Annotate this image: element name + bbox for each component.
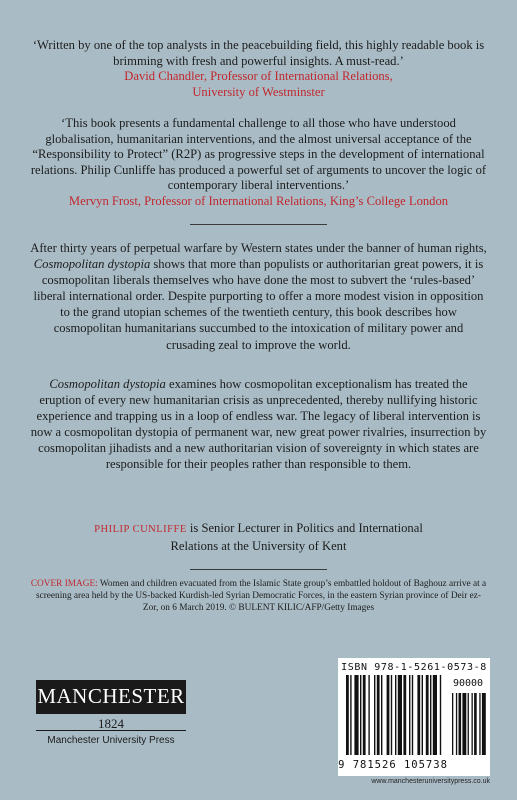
cover-image-label: COVER IMAGE: xyxy=(30,579,98,589)
publisher-logo-name: MANCHESTER xyxy=(37,684,185,708)
barcode-addon-bar xyxy=(462,693,466,755)
barcode-bar xyxy=(360,675,361,755)
barcode-addon-bar xyxy=(452,693,453,755)
isbn-number: ISBN 978-1-5261-0573-8 xyxy=(341,662,487,673)
barcode-addon-bar xyxy=(482,693,486,755)
barcode-bar xyxy=(417,675,420,755)
barcode-addon-digits: 90000 xyxy=(452,678,484,689)
barcode-bar xyxy=(391,675,392,755)
publisher-logo-rule xyxy=(36,730,186,731)
isbn-barcode xyxy=(338,658,490,776)
barcode-addon-bar xyxy=(459,693,462,755)
barcode-bar xyxy=(430,675,431,755)
para1-book-title: Cosmopolitan dystopia xyxy=(33,257,151,272)
barcode-addon-bar xyxy=(456,693,457,755)
barcode-bar xyxy=(440,675,441,755)
para2-after: examines how cosmopolitan exceptionalism has treated the eruption of every new humanitarian crisis as unprecedented, thereby nullifying historic experience and trapping us in a loop of endless war. The legacy of liberal intervention is now a cosmopolitan dystopia of permanent war, new great power rivalries, insurrection by cosmopolitan jihadists and a new authoritarian vision of sovereignty in which states are responsible for their peoples rather than responsible to them. xyxy=(30,377,487,472)
author-bio-text: is Senior Lecturer in Politics and International Relations at the University of Kent xyxy=(170,521,423,553)
barcode-bar xyxy=(409,675,410,755)
quote-chandler xyxy=(30,38,487,100)
barcode-bar xyxy=(374,675,375,755)
barcode-bar xyxy=(350,675,351,755)
para1-after: shows that more than populists or authoritarian great powers, it is cosmopolitan liberals themselves who have done the most to subvert the ‘rules-based’ liberal international order. Despite purporting to offer a more modest vision in opposition to the grand utopian schemes of the twentieth century, this book describes how cosmopolitan humanitarians succumbed to the intoxication of military power and crusading zeal to improve the world. xyxy=(33,257,484,352)
barcode-bar xyxy=(422,675,423,755)
barcode-addon-bar xyxy=(468,693,469,755)
barcode-bars xyxy=(344,675,486,759)
quote-frost-attribution: Mervyn Frost, Professor of International Relations, King’s College London xyxy=(68,193,449,208)
barcode-bar xyxy=(395,675,396,755)
cover-image-credit xyxy=(30,578,487,615)
quote-chandler-attribution-line2: University of Westminster xyxy=(192,84,325,99)
barcode-bar xyxy=(398,675,402,755)
barcode-bar xyxy=(368,675,369,755)
quote-chandler-text: ‘Written by one of the top analysts in the peacebuilding field, this highly readable book is brimming with fresh and powerful insights. A must-read.’ xyxy=(32,38,485,68)
para1-before: After thirty years of perpetual warfare by Western states under the banner of human rights, xyxy=(30,241,487,255)
author-divider xyxy=(190,569,327,570)
barcode-bar xyxy=(433,675,437,755)
barcode-addon-bar xyxy=(474,693,477,755)
para2-book-title: Cosmopolitan dystopia xyxy=(49,377,166,391)
barcode-bar xyxy=(403,675,406,755)
author-name: PHILIP CUNLIFFE xyxy=(94,524,187,535)
barcode-bar xyxy=(354,675,358,755)
barcode-addon-bar xyxy=(479,693,480,755)
section-divider xyxy=(190,224,327,225)
barcode-bar xyxy=(412,675,413,755)
barcode-bar xyxy=(381,675,382,755)
barcode-addon-bar xyxy=(472,693,473,755)
publisher-press-name: Manchester University Press xyxy=(47,735,175,746)
description-paragraph-1 xyxy=(30,240,487,353)
publisher-logo-year: 1824 xyxy=(98,716,124,731)
barcode-bar xyxy=(377,675,380,755)
ean-digits: 9 781526 105738 xyxy=(338,759,448,771)
quote-chandler-attribution-line1: David Chandler, Professor of International Relations, xyxy=(124,69,393,84)
publisher-website: www.manchesteruniversitypress.co.uk xyxy=(371,778,490,785)
quote-frost-text: ‘This book presents a fundamental challenge to all those who have understood globalisation, humanitarian interventions, and the almost universal acceptance of the “Responsibility to Protect” (R2P) as progressive steps in the development of international relations. Philip Cunliffe has produced a powerful set of arguments to uncover the logic of contemporary liberal interventions.’ xyxy=(30,116,487,193)
barcode-bar xyxy=(346,675,349,755)
barcode-bar xyxy=(363,675,366,755)
description-paragraph-2 xyxy=(30,376,487,473)
barcode-bar xyxy=(426,675,429,755)
cover-image-text: Women and children evacuated from the Islamic State group’s embattled holdout of Baghouz arrive at a screening area held by the US-backed Kurdish-led Syrian Democratic Forces, in the eastern Syrian province of Deir ez-Zor, on 6 March 2019. © BULENT KILIC/AFP/Getty Images xyxy=(35,579,487,614)
barcode-bar xyxy=(387,675,390,755)
author-bio xyxy=(80,520,437,554)
quote-frost xyxy=(30,116,487,210)
